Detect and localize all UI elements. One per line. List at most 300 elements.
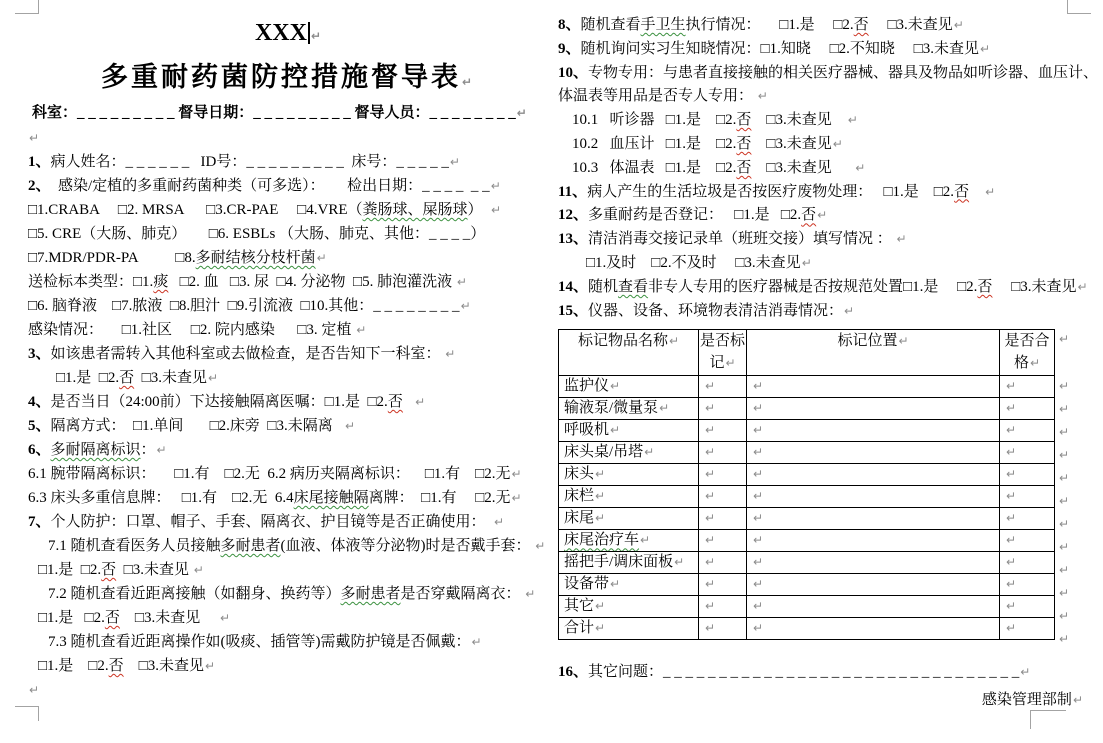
empty-cell[interactable]: [747, 530, 1000, 552]
empty-cell[interactable]: [1000, 574, 1055, 596]
pilcrow-mark: ↵: [1059, 609, 1070, 624]
table-header-cell[interactable]: [747, 330, 1000, 376]
pilcrow-mark: ↵: [817, 208, 828, 223]
text-segment: 是否穿戴隔离衣：: [400, 586, 525, 602]
text-line[interactable]: [28, 486, 548, 510]
table-header-label: 标记物品名称: [577, 333, 668, 350]
pilcrow-mark: ↵: [753, 621, 764, 636]
pilcrow-mark: ↵: [471, 635, 482, 649]
table-header-cell[interactable]: [559, 330, 699, 376]
pilcrow-mark: ↵: [844, 303, 855, 318]
pilcrow-mark: ↵: [705, 379, 716, 394]
pilcrow-mark: ↵: [985, 184, 996, 199]
text-line[interactable]: [28, 510, 548, 534]
empty-cell[interactable]: [699, 420, 747, 442]
empty-cell[interactable]: [1000, 442, 1055, 464]
empty-cell[interactable]: [699, 376, 747, 398]
text-segment: 其它问题：_ _ _ _ _ _ _ _ _ _ _ _ _ _ _ _ _ _ _ _ _ _ _ _ _ _ _ _ _ _ _ _: [588, 664, 1020, 681]
item-name-cell[interactable]: [559, 464, 699, 486]
pilcrow-mark: ↵: [1059, 448, 1070, 463]
pilcrow-mark: ↵: [344, 419, 356, 433]
table-row-end-marks: [1058, 329, 1069, 652]
pilcrow-mark: ↵: [1006, 511, 1017, 526]
table-row: [559, 574, 1055, 596]
pilcrow-mark: ↵: [753, 555, 764, 570]
text-line[interactable]: [28, 390, 548, 414]
text-segment: □3.未查见: [751, 112, 847, 129]
item-name: 呼吸机: [564, 422, 610, 439]
pilcrow-mark: ↵: [356, 323, 367, 337]
pilcrow-mark: ↵: [801, 255, 812, 270]
text-line[interactable]: [558, 181, 1093, 205]
text-line[interactable]: [28, 438, 548, 462]
pilcrow-mark: ↵: [595, 489, 606, 504]
margin-crop-mark-bottom-right: [1030, 710, 1066, 729]
text-segment: 否: [801, 207, 817, 224]
pilcrow-mark: ↵: [491, 203, 502, 217]
pilcrow-mark: ↵: [1006, 599, 1017, 614]
pilcrow-mark: ↵: [705, 511, 716, 526]
text-segment: 感染情况： □1.社区 □2. 院内感染 □3. 定植: [28, 322, 356, 338]
empty-cell[interactable]: [1000, 618, 1055, 640]
text-segment: 痰: [153, 274, 169, 290]
empty-cell[interactable]: [1000, 398, 1055, 420]
pilcrow-mark: ↵: [1006, 467, 1017, 482]
text-line[interactable]: [28, 270, 548, 294]
item-name: 床栏: [564, 488, 595, 505]
pilcrow-mark: ↵: [193, 563, 204, 577]
pilcrow-mark: ↵: [29, 131, 40, 145]
text-line[interactable]: [28, 462, 548, 486]
empty-cell[interactable]: [699, 552, 747, 574]
item-name-cell[interactable]: [559, 574, 699, 596]
pilcrow-mark: ↵: [1006, 423, 1017, 438]
doc-header-text: XXX: [254, 20, 307, 46]
item-name: 床头: [564, 466, 595, 483]
empty-cell[interactable]: [747, 398, 1000, 420]
text-segment: 离牌： □1.有 □2.无: [368, 490, 511, 506]
text-line[interactable]: [28, 678, 548, 702]
empty-cell[interactable]: [1000, 464, 1055, 486]
pilcrow-mark: ↵: [511, 467, 522, 481]
empty-cell[interactable]: [747, 552, 1000, 574]
text-segment: 个人防护：口罩、帽子、手套、隔离衣、护目镜等是否正确使用：: [50, 514, 494, 530]
table-header-label: 是否合格: [1004, 333, 1050, 372]
table-row: [559, 486, 1055, 508]
text-segment: 7.1 随机查看医务人员接触: [48, 538, 221, 554]
text-line[interactable]: [28, 366, 548, 390]
text-segment: 体温表等用品是否专人专用：: [558, 88, 757, 105]
pilcrow-mark: ↵: [1059, 632, 1070, 647]
text-segment: 随机: [588, 278, 619, 295]
pilcrow-mark: ↵: [1006, 555, 1017, 570]
text-line[interactable]: [558, 204, 1093, 228]
text-segment: 12、: [558, 207, 589, 224]
pilcrow-mark: ↵: [535, 539, 546, 553]
text-segment: □3.未查见: [119, 610, 219, 626]
item-name: 床头桌/吊塔: [564, 444, 644, 461]
pilcrow-mark: ↵: [757, 89, 768, 104]
pilcrow-mark: ↵: [610, 577, 621, 592]
pilcrow-mark: ↵: [705, 621, 716, 636]
pilcrow-mark: ↵: [753, 423, 764, 438]
text-segment: 5、: [28, 418, 51, 434]
text-segment: 专物专用：与患者直接接触的相关医疗器械、器具及物品如听诊器、血压计、: [588, 64, 1099, 81]
text-line[interactable]: [558, 660, 1093, 684]
text-segment: 7.3 随机查看近距离操作如(吸痰、插管等)需戴防护镜是否佩戴：: [48, 634, 471, 650]
text-line[interactable]: [28, 126, 548, 150]
text-line[interactable]: [558, 14, 1093, 38]
text-line[interactable]: [28, 198, 548, 222]
pilcrow-mark: ↵: [460, 299, 471, 313]
pilcrow-mark: ↵: [753, 445, 764, 460]
text-line[interactable]: [558, 62, 1099, 86]
left-column: [28, 12, 548, 702]
empty-cell[interactable]: [699, 464, 747, 486]
pilcrow-mark: ↵: [525, 587, 536, 601]
text-segment: 否: [101, 562, 117, 578]
pilcrow-mark: ↵: [979, 41, 991, 56]
empty-cell[interactable]: [1000, 486, 1055, 508]
pilcrow-mark: ↵: [494, 515, 505, 529]
text-segment: 非专人专用的医疗器械是否按规范处置□1.是 □2.: [648, 278, 978, 295]
text-segment: 否: [108, 658, 124, 674]
table-row: [559, 464, 1055, 486]
empty-cell[interactable]: [699, 618, 747, 640]
item-name-cell[interactable]: [559, 486, 699, 508]
text-segment: □2. 血 □3. 尿 □4. 分泌物 □5. 肺泡灌洗液: [168, 274, 456, 290]
text-segment: 手卫生: [640, 17, 686, 33]
text-segment: (血液、体液等分泌物)时是否戴手套：: [280, 538, 535, 554]
text-segment: □6. 脑脊液 □7.脓液 □8.胆汁 □9.引流液 □10.其他：_ _ _ _ _ _ _ _: [28, 298, 460, 314]
text-line[interactable]: [28, 654, 548, 678]
text-segment: ）: [467, 202, 491, 218]
pilcrow-mark: ↵: [705, 401, 716, 416]
pilcrow-mark: ↵: [1059, 517, 1070, 532]
pilcrow-mark: ↵: [511, 491, 522, 505]
text-segment: 多耐患者: [220, 538, 281, 554]
text-line[interactable]: [558, 38, 1093, 62]
item-name: 床尾: [564, 510, 595, 527]
text-segment: □3.未查见: [868, 17, 953, 33]
pilcrow-mark: ↵: [595, 467, 606, 482]
text-segment: 13、: [558, 231, 589, 248]
pilcrow-mark: ↵: [1059, 494, 1070, 509]
item-name-cell[interactable]: [559, 442, 699, 464]
doc-title-line[interactable]: [28, 54, 548, 100]
pilcrow-mark: ↵: [896, 232, 907, 247]
text-segment: [403, 394, 414, 410]
table-header-cell[interactable]: [699, 330, 747, 376]
pilcrow-mark: ↵: [1020, 665, 1031, 680]
pilcrow-mark: ↵: [1059, 540, 1070, 555]
text-segment: 否: [977, 278, 993, 295]
text-line[interactable]: [28, 150, 548, 174]
pilcrow-mark: ↵: [640, 533, 651, 548]
table-row: [559, 552, 1055, 574]
text-line[interactable]: [28, 558, 548, 582]
pilcrow-mark: ↵: [1006, 489, 1017, 504]
empty-cell[interactable]: [699, 574, 747, 596]
pilcrow-mark: ↵: [705, 599, 716, 614]
pilcrow-mark: ↵: [1059, 379, 1070, 394]
empty-cell[interactable]: [1000, 552, 1055, 574]
pilcrow-mark: ↵: [725, 356, 736, 371]
pilcrow-mark: ↵: [753, 511, 764, 526]
pilcrow-mark: ↵: [207, 371, 219, 385]
pilcrow-mark: ↵: [595, 511, 606, 526]
margin-crop-mark-bottom-left: [15, 706, 39, 721]
pilcrow-mark: ↵: [1077, 279, 1088, 294]
text-segment: □3.未查见: [992, 278, 1077, 295]
text-segment: 多耐患者: [340, 586, 401, 602]
empty-cell[interactable]: [699, 530, 747, 552]
text-line[interactable]: [28, 534, 548, 558]
pilcrow-mark: ↵: [219, 611, 231, 625]
item-name-cell[interactable]: [559, 596, 699, 618]
text-segment: 10.3 体温表 □1.是 □2.: [572, 159, 737, 176]
text-segment: 9、: [558, 40, 581, 57]
pilcrow-mark: ↵: [1006, 621, 1017, 636]
text-segment: 8、: [558, 17, 581, 33]
pilcrow-mark: ↵: [1059, 332, 1070, 347]
text-segment: 7、: [28, 514, 51, 530]
pilcrow-mark: ↵: [832, 136, 843, 151]
pilcrow-mark: ↵: [705, 467, 716, 482]
marking-table-wrap: [558, 329, 1093, 652]
text-line[interactable]: [28, 318, 548, 342]
text-segment: 执行情况： □1.是 □2.: [685, 17, 854, 33]
table-header-label: 是否标记: [699, 333, 745, 372]
item-name-cell[interactable]: [559, 376, 699, 398]
pilcrow-mark: ↵: [1006, 577, 1017, 592]
text-line[interactable]: [558, 252, 1093, 276]
pilcrow-mark: ↵: [953, 18, 964, 32]
right-column-bottom-text: [558, 660, 1093, 712]
pilcrow-mark: ↵: [29, 683, 40, 697]
pilcrow-mark: ↵: [753, 577, 764, 592]
empty-cell[interactable]: [747, 420, 1000, 442]
empty-cell[interactable]: [699, 442, 747, 464]
pilcrow-mark: ↵: [898, 334, 909, 349]
empty-cell[interactable]: [699, 508, 747, 530]
text-line[interactable]: [558, 133, 1093, 157]
text-segment: □1.是 □2.: [56, 370, 120, 386]
text-line[interactable]: [28, 606, 548, 630]
table-header-cell[interactable]: [1000, 330, 1055, 376]
table-row: [559, 442, 1055, 464]
text-segment: 11、: [558, 183, 588, 200]
text-line[interactable]: [28, 100, 548, 126]
table-row: [559, 376, 1055, 398]
marking-items-table[interactable]: [558, 329, 1055, 640]
text-line[interactable]: [28, 246, 548, 270]
margin-crop-mark-top-right: [1067, 0, 1091, 14]
item-name-cell[interactable]: [559, 530, 699, 552]
pilcrow-mark: ↵: [753, 401, 764, 416]
pilcrow-mark: ↵: [490, 179, 501, 193]
item-name-cell[interactable]: [559, 398, 699, 420]
pilcrow-mark: ↵: [449, 155, 460, 169]
pilcrow-mark: ↵: [644, 445, 655, 460]
text-segment: 2、: [28, 178, 51, 194]
text-segment: 16、: [558, 664, 589, 681]
item-name: 摇把手/调床面板: [564, 554, 674, 571]
text-segment: □3.未查见: [751, 159, 855, 176]
text-segment: 仪器、设备、环境物表清洁消毒情况：: [588, 302, 844, 319]
item-name: 合计: [564, 620, 595, 637]
text-line[interactable]: [28, 342, 548, 366]
text-segment: 7.2 随机查看近距离接触（如翻身、换药等）: [48, 586, 341, 602]
text-segment: 随机查看: [580, 17, 641, 33]
text-segment: □3.未查见: [116, 562, 193, 578]
text-segment: 随机询问实习生知晓情况：□1.知晓 □2.不知晓 □3.未查见: [580, 40, 979, 57]
pilcrow-mark: ↵: [753, 533, 764, 548]
text-segment: 14、: [558, 278, 589, 295]
table-row: [559, 530, 1055, 552]
table-row: [559, 398, 1055, 420]
empty-cell[interactable]: [747, 486, 1000, 508]
text-segment: 感染管理部制: [981, 692, 1072, 709]
pilcrow-mark: ↵: [595, 599, 606, 614]
text-segment: 否: [119, 370, 135, 386]
pilcrow-mark: ↵: [1072, 693, 1083, 708]
text-segment: ：: [140, 442, 156, 458]
empty-cell[interactable]: [1000, 508, 1055, 530]
text-line[interactable]: [28, 414, 548, 438]
text-segment: 如该患者需转入其他科室或去做检查，是否告知下一科室：: [50, 346, 445, 362]
table-row: [559, 618, 1055, 640]
text-segment: 多重耐药是否登记： □1.是 □2.: [588, 207, 802, 224]
pilcrow-mark: ↵: [753, 599, 764, 614]
text-line[interactable]: [558, 85, 1093, 109]
empty-cell[interactable]: [1000, 596, 1055, 618]
text-segment: 否: [736, 135, 752, 152]
text-segment: 3、: [28, 346, 51, 362]
pilcrow-mark: ↵: [705, 533, 716, 548]
empty-cell[interactable]: [1000, 376, 1055, 398]
empty-cell[interactable]: [747, 376, 1000, 398]
text-segment: 4、: [28, 394, 51, 410]
pilcrow-mark: ↵: [1059, 402, 1070, 417]
pilcrow-mark: ↵: [156, 443, 167, 457]
text-line[interactable]: [28, 582, 548, 606]
item-name-cell[interactable]: [559, 552, 699, 574]
text-line[interactable]: [28, 630, 548, 654]
text-segment: 1、: [28, 154, 51, 170]
text-segment: □1.CRABA □2. MRSA □3.CR-PAE □4.VRE（: [28, 202, 363, 218]
pilcrow-mark: ↵: [855, 160, 866, 175]
text-line[interactable]: [28, 294, 548, 318]
text-segment: 否: [104, 610, 120, 626]
text-segment: □3.未查见: [134, 370, 207, 386]
text-line[interactable]: [558, 688, 1093, 712]
text-segment: □3.未查见: [751, 135, 832, 152]
pilcrow-mark: ↵: [316, 251, 327, 265]
pilcrow-mark: ↵: [847, 113, 858, 128]
text-segment: 否: [853, 17, 869, 33]
empty-cell[interactable]: [747, 508, 1000, 530]
text-segment: □1.是 □2.: [38, 562, 102, 578]
item-name: 设备带: [564, 576, 610, 593]
pilcrow-mark: ↵: [1006, 445, 1017, 460]
pilcrow-mark: ↵: [753, 467, 764, 482]
pilcrow-mark: ↵: [1059, 471, 1070, 486]
pilcrow-mark: ↵: [705, 555, 716, 570]
text-segment: □7.MDR/PDR-PA □8.: [28, 250, 196, 266]
empty-cell[interactable]: [747, 618, 1000, 640]
text-segment: 6.3 床头多重信息牌： □1.有 □2.无 6.4: [28, 490, 294, 506]
pilcrow-mark: ↵: [516, 106, 527, 120]
empty-cell[interactable]: [1000, 530, 1055, 552]
text-line[interactable]: [28, 222, 548, 246]
text-segment: 清洁消毒交接记录单（班班交接）填写情况 ：: [588, 231, 896, 248]
pilcrow-mark: ↵: [595, 621, 606, 636]
text-segment: 床尾接触隔: [293, 490, 369, 506]
text-segment: □3.未查见: [123, 658, 204, 674]
pilcrow-mark: ↵: [753, 489, 764, 504]
item-name-cell[interactable]: [559, 420, 699, 442]
empty-cell[interactable]: [747, 464, 1000, 486]
item-name: 床尾治疗车: [564, 532, 640, 549]
pilcrow-mark: ↵: [659, 401, 670, 416]
empty-cell[interactable]: [747, 596, 1000, 618]
text-line[interactable]: [558, 157, 1093, 181]
pilcrow-mark: ↵: [204, 659, 216, 673]
left-column-text: [28, 100, 548, 702]
text-segment: 否: [736, 112, 752, 129]
empty-cell[interactable]: [747, 574, 1000, 596]
text-line[interactable]: [558, 228, 1093, 252]
text-segment: 是否当日（24:00前）下达接触隔离医嘱：□1.是 □2.: [50, 394, 388, 410]
text-segment: □5. CRE（大肠、肺克） □6. ESBLs （大肠、肺克、其他：_ _ _ _）: [28, 226, 486, 242]
pilcrow-mark: ↵: [1006, 533, 1017, 548]
text-segment: 感染/定植的多重耐药菌种类（可多选）： 检出日期：_ _ _ _ _ _: [50, 178, 490, 194]
empty-cell[interactable]: [699, 398, 747, 420]
empty-cell[interactable]: [1000, 420, 1055, 442]
pilcrow-mark: ↵: [1006, 379, 1017, 394]
item-name-cell[interactable]: [559, 508, 699, 530]
table-row: [559, 596, 1055, 618]
table-row: [559, 420, 1055, 442]
empty-cell[interactable]: [699, 596, 747, 618]
empty-cell[interactable]: [747, 442, 1000, 464]
item-name-cell[interactable]: [559, 618, 699, 640]
pilcrow-mark: ↵: [705, 489, 716, 504]
text-segment: 否: [736, 159, 752, 176]
pilcrow-mark: ↵: [1029, 356, 1041, 371]
empty-cell[interactable]: [699, 486, 747, 508]
text-segment: 10、: [558, 64, 589, 81]
text-line[interactable]: [558, 276, 1093, 300]
text-line[interactable]: [28, 174, 548, 198]
right-column-text: [558, 14, 1099, 323]
text-line[interactable]: [558, 109, 1093, 133]
text-segment: 6.1 腕带隔离标识： □1.有 □2.无 6.2 病历夹隔离标识： □1.有 □2.无: [28, 466, 511, 482]
text-segment: □1.是 □2.: [38, 658, 109, 674]
text-segment: 隔离方式： □1.单间 □2.床旁 □3.未隔离: [50, 418, 344, 434]
text-segment: 否: [954, 183, 970, 200]
pilcrow-mark: ↵: [610, 379, 621, 394]
pilcrow-mark: ↵: [1006, 401, 1017, 416]
pilcrow-mark: ↵: [415, 395, 426, 409]
item-name: 监护仪: [564, 378, 610, 395]
doc-header-line[interactable]: [28, 12, 548, 54]
text-line[interactable]: [558, 300, 1093, 324]
pilcrow-mark: ↵: [1059, 563, 1070, 578]
text-segment: 粪肠球、屎肠球: [362, 202, 468, 218]
text-segment: 6、: [28, 442, 51, 458]
